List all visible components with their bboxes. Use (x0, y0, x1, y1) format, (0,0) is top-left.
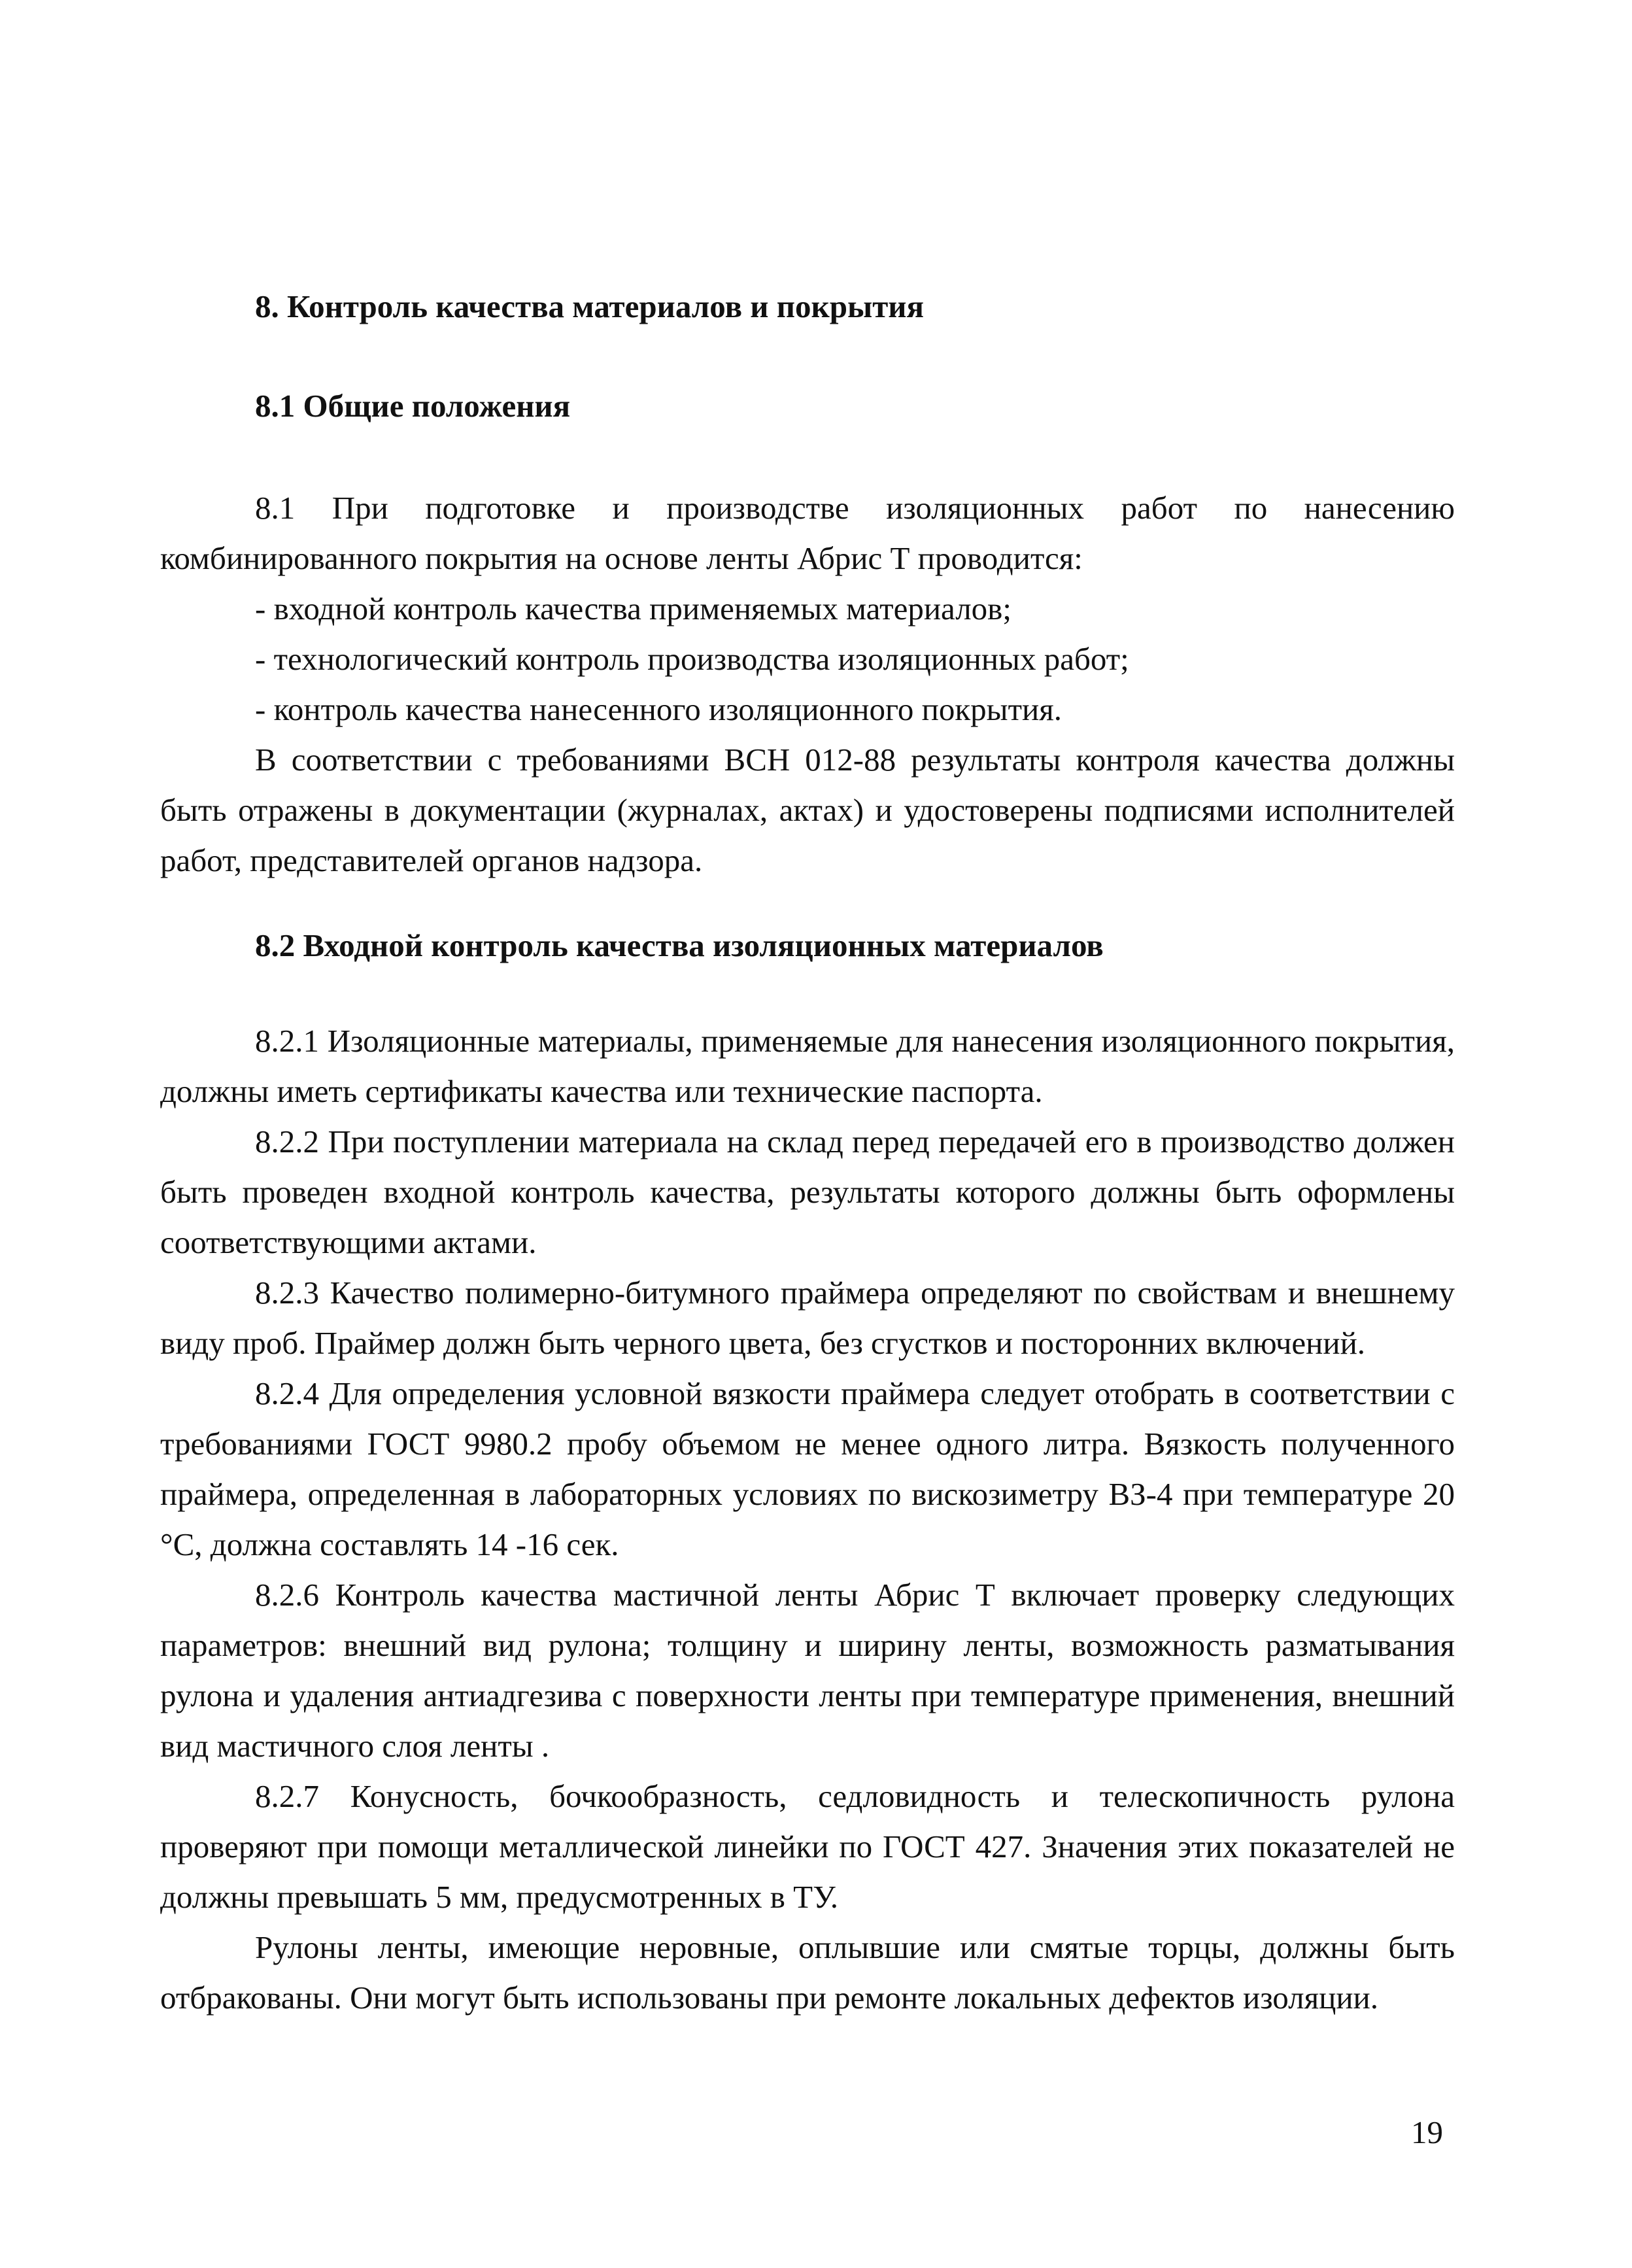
paragraph-8-2-4: 8.2.4 Для определения условной вязкости праймера следует отобрать в соответствии с требованиями ГОСТ 9980.2 пробу объемом не менее одного литра. Вязкость полученного праймера, определенная в лабораторных условиях по вискозиметру ВЗ-4 при температуре 20 °С, должна составлять 14 -16 сек. (160, 1375, 1455, 1562)
list-item: - контроль качества нанесенного изоляционного покрытия. (255, 691, 1062, 727)
paragraph-8-2-2: 8.2.2 При поступлении материала на склад перед передачей его в производство должен быть проведен входной контроль качества, результаты которого должны быть оформлены соответствующими актами. (160, 1124, 1455, 1260)
page-number: 19 (1411, 2114, 1443, 2150)
intro-paragraph: 8.1 При подготовке и производстве изоляционных работ по нанесению комбинированного покрытия на основе ленты Абрис Т проводится: (160, 490, 1455, 576)
input-control-block (160, 1016, 1455, 2023)
paragraph-8-2-6: 8.2.6 Контроль качества мастичной ленты Абрис Т включает проверку следующих параметров: внешний вид рулона; толщину и ширину ленты, возможность разматывания рулона и удаления антиадгезива с поверхности ленты при температуре применения, внешний вид мастичного слоя ленты . (160, 1577, 1455, 1764)
section-title: 8. Контроль качества материалов и покрытия (255, 288, 925, 324)
requirements-paragraph: В соответствии с требованиями ВСН 012-88 результаты контроля качества должны быть отражены в документации (журналах, актах) и удостоверены подписями исполнителей работ, представителей органов надзора. (160, 742, 1455, 878)
list-item: - входной контроль качества применяемых материалов; (255, 591, 1012, 627)
subsection-title-general: 8.1 Общие положения (255, 388, 571, 424)
paragraph-8-2-7: 8.2.7 Конусность, бочкообразность, седловидность и телескопичность рулона проверяют при помощи металлической линейки по ГОСТ 427. Значения этих показателей не должны превышать 5 мм, предусмотренных в ТУ. (160, 1778, 1455, 1915)
paragraph-rolls-rejection: Рулоны ленты, имеющие неровные, оплывшие или смятые торцы, должны быть отбракованы. Они могут быть использованы при ремонте локальных дефектов изоляции. (160, 1929, 1455, 2016)
general-provisions-block (160, 483, 1455, 885)
list-item: - технологический контроль производства изоляционных работ; (255, 641, 1129, 677)
subsection-title-input-control: 8.2 Входной контроль качества изоляционных материалов (255, 927, 1104, 963)
paragraph-8-2-3: 8.2.3 Качество полимерно-битумного праймера определяют по свойствам и внешнему виду проб. Праймер должн быть черного цвета, без сгустков и посторонних включений. (160, 1275, 1455, 1361)
paragraph-8-2-1: 8.2.1 Изоляционные материалы, применяемые для нанесения изоляционного покрытия, должны иметь сертификаты качества или технические паспорта. (160, 1023, 1455, 1109)
